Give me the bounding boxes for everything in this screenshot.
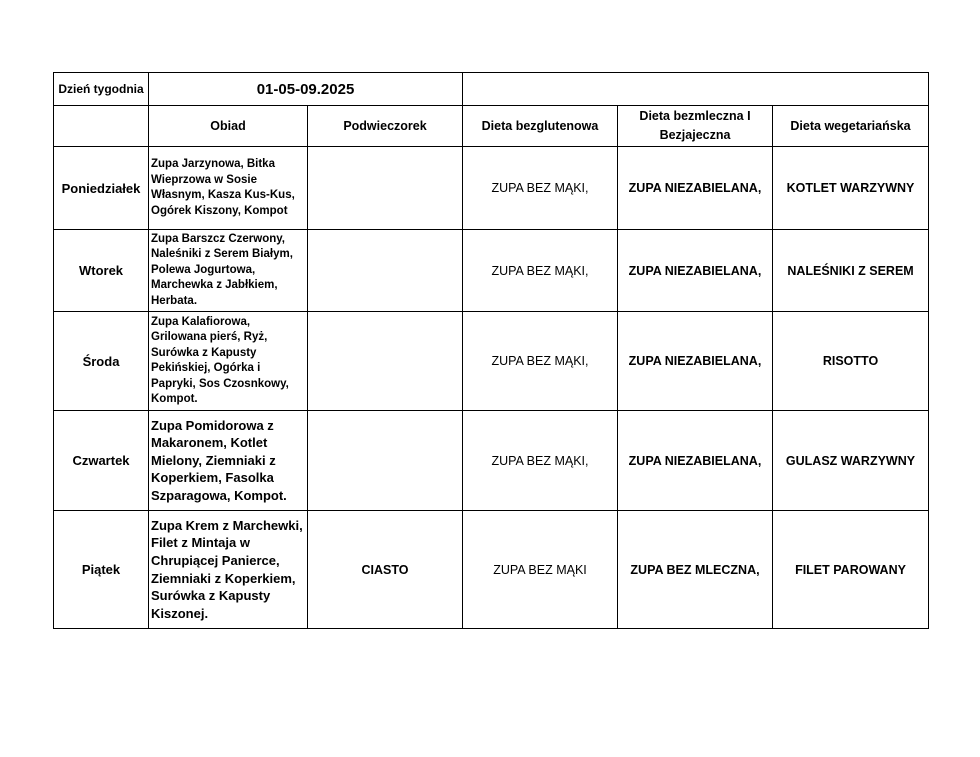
gluten-free-cell: ZUPA BEZ MĄKI,	[463, 312, 618, 411]
column-header-obiad: Obiad	[149, 106, 308, 147]
column-header-gluten-free: Dieta bezglutenowa	[463, 106, 618, 147]
table-row	[54, 230, 929, 312]
obiad-cell: Zupa Barszcz Czerwony, Naleśniki z Serem Białym, Polewa Jogurtowa, Marchewka z Jabłkiem, Herbata.	[149, 230, 308, 312]
column-header-dairy-egg-free: Dieta bezmleczna I Bezjajeczna	[618, 106, 773, 147]
header-row-week	[54, 73, 929, 106]
gluten-free-cell: ZUPA BEZ MĄKI,	[463, 411, 618, 511]
vegetarian-cell: FILET PAROWANY	[773, 511, 929, 629]
gluten-free-cell: ZUPA BEZ MĄKI,	[463, 230, 618, 312]
column-header-podwieczorek: Podwieczorek	[308, 106, 463, 147]
dairy-egg-free-cell: ZUPA NIEZABIELANA,	[618, 230, 773, 312]
vegetarian-cell: KOTLET WARZYWNY	[773, 147, 929, 230]
day-name: Wtorek	[54, 230, 149, 312]
day-name: Środa	[54, 312, 149, 411]
podwieczorek-cell	[308, 411, 463, 511]
podwieczorek-cell: CIASTO	[308, 511, 463, 629]
header-empty-cell	[463, 73, 929, 106]
dairy-egg-free-cell: ZUPA BEZ MLECZNA,	[618, 511, 773, 629]
table-row	[54, 147, 929, 230]
day-of-week-header: Dzień tygodnia	[54, 73, 149, 106]
header-blank-cell	[54, 106, 149, 147]
day-name: Czwartek	[54, 411, 149, 511]
podwieczorek-cell	[308, 230, 463, 312]
dairy-egg-free-cell: ZUPA NIEZABIELANA,	[618, 312, 773, 411]
table-row	[54, 312, 929, 411]
day-name: Piątek	[54, 511, 149, 629]
obiad-cell: Zupa Kalafiorowa, Grilowana pierś, Ryż, Surówka z Kapusty Pekińskiej, Ogórka i Papryki, Sos Czosnkowy, Kompot.	[149, 312, 308, 411]
podwieczorek-cell	[308, 312, 463, 411]
vegetarian-cell: GULASZ WARZYWNY	[773, 411, 929, 511]
obiad-cell: Zupa Jarzynowa, Bitka Wieprzowa w Sosie Własnym, Kasza Kus-Kus, Ogórek Kiszony, Kompot	[149, 147, 308, 230]
gluten-free-cell: ZUPA BEZ MĄKI,	[463, 147, 618, 230]
table-row	[54, 411, 929, 511]
vegetarian-cell: RISOTTO	[773, 312, 929, 411]
obiad-cell: Zupa Krem z Marchewki, Filet z Mintaja w Chrupiącej Panierce, Ziemniaki z Koperkiem, Surówka z Kapusty Kiszonej.	[149, 511, 308, 629]
gluten-free-cell: ZUPA BEZ MĄKI	[463, 511, 618, 629]
day-name: Poniedziałek	[54, 147, 149, 230]
week-range: 01-05-09.2025	[149, 73, 463, 106]
dairy-egg-free-cell: ZUPA NIEZABIELANA,	[618, 147, 773, 230]
table-row	[54, 511, 929, 629]
dairy-egg-free-cell: ZUPA NIEZABIELANA,	[618, 411, 773, 511]
header-row-columns	[54, 106, 929, 147]
menu-table	[53, 72, 929, 629]
column-header-vegetarian: Dieta wegetariańska	[773, 106, 929, 147]
obiad-cell: Zupa Pomidorowa z Makaronem, Kotlet Mielony, Ziemniaki z Koperkiem, Fasolka Szparagowa, Kompot.	[149, 411, 308, 511]
podwieczorek-cell	[308, 147, 463, 230]
vegetarian-cell: NALEŚNIKI Z SEREM	[773, 230, 929, 312]
